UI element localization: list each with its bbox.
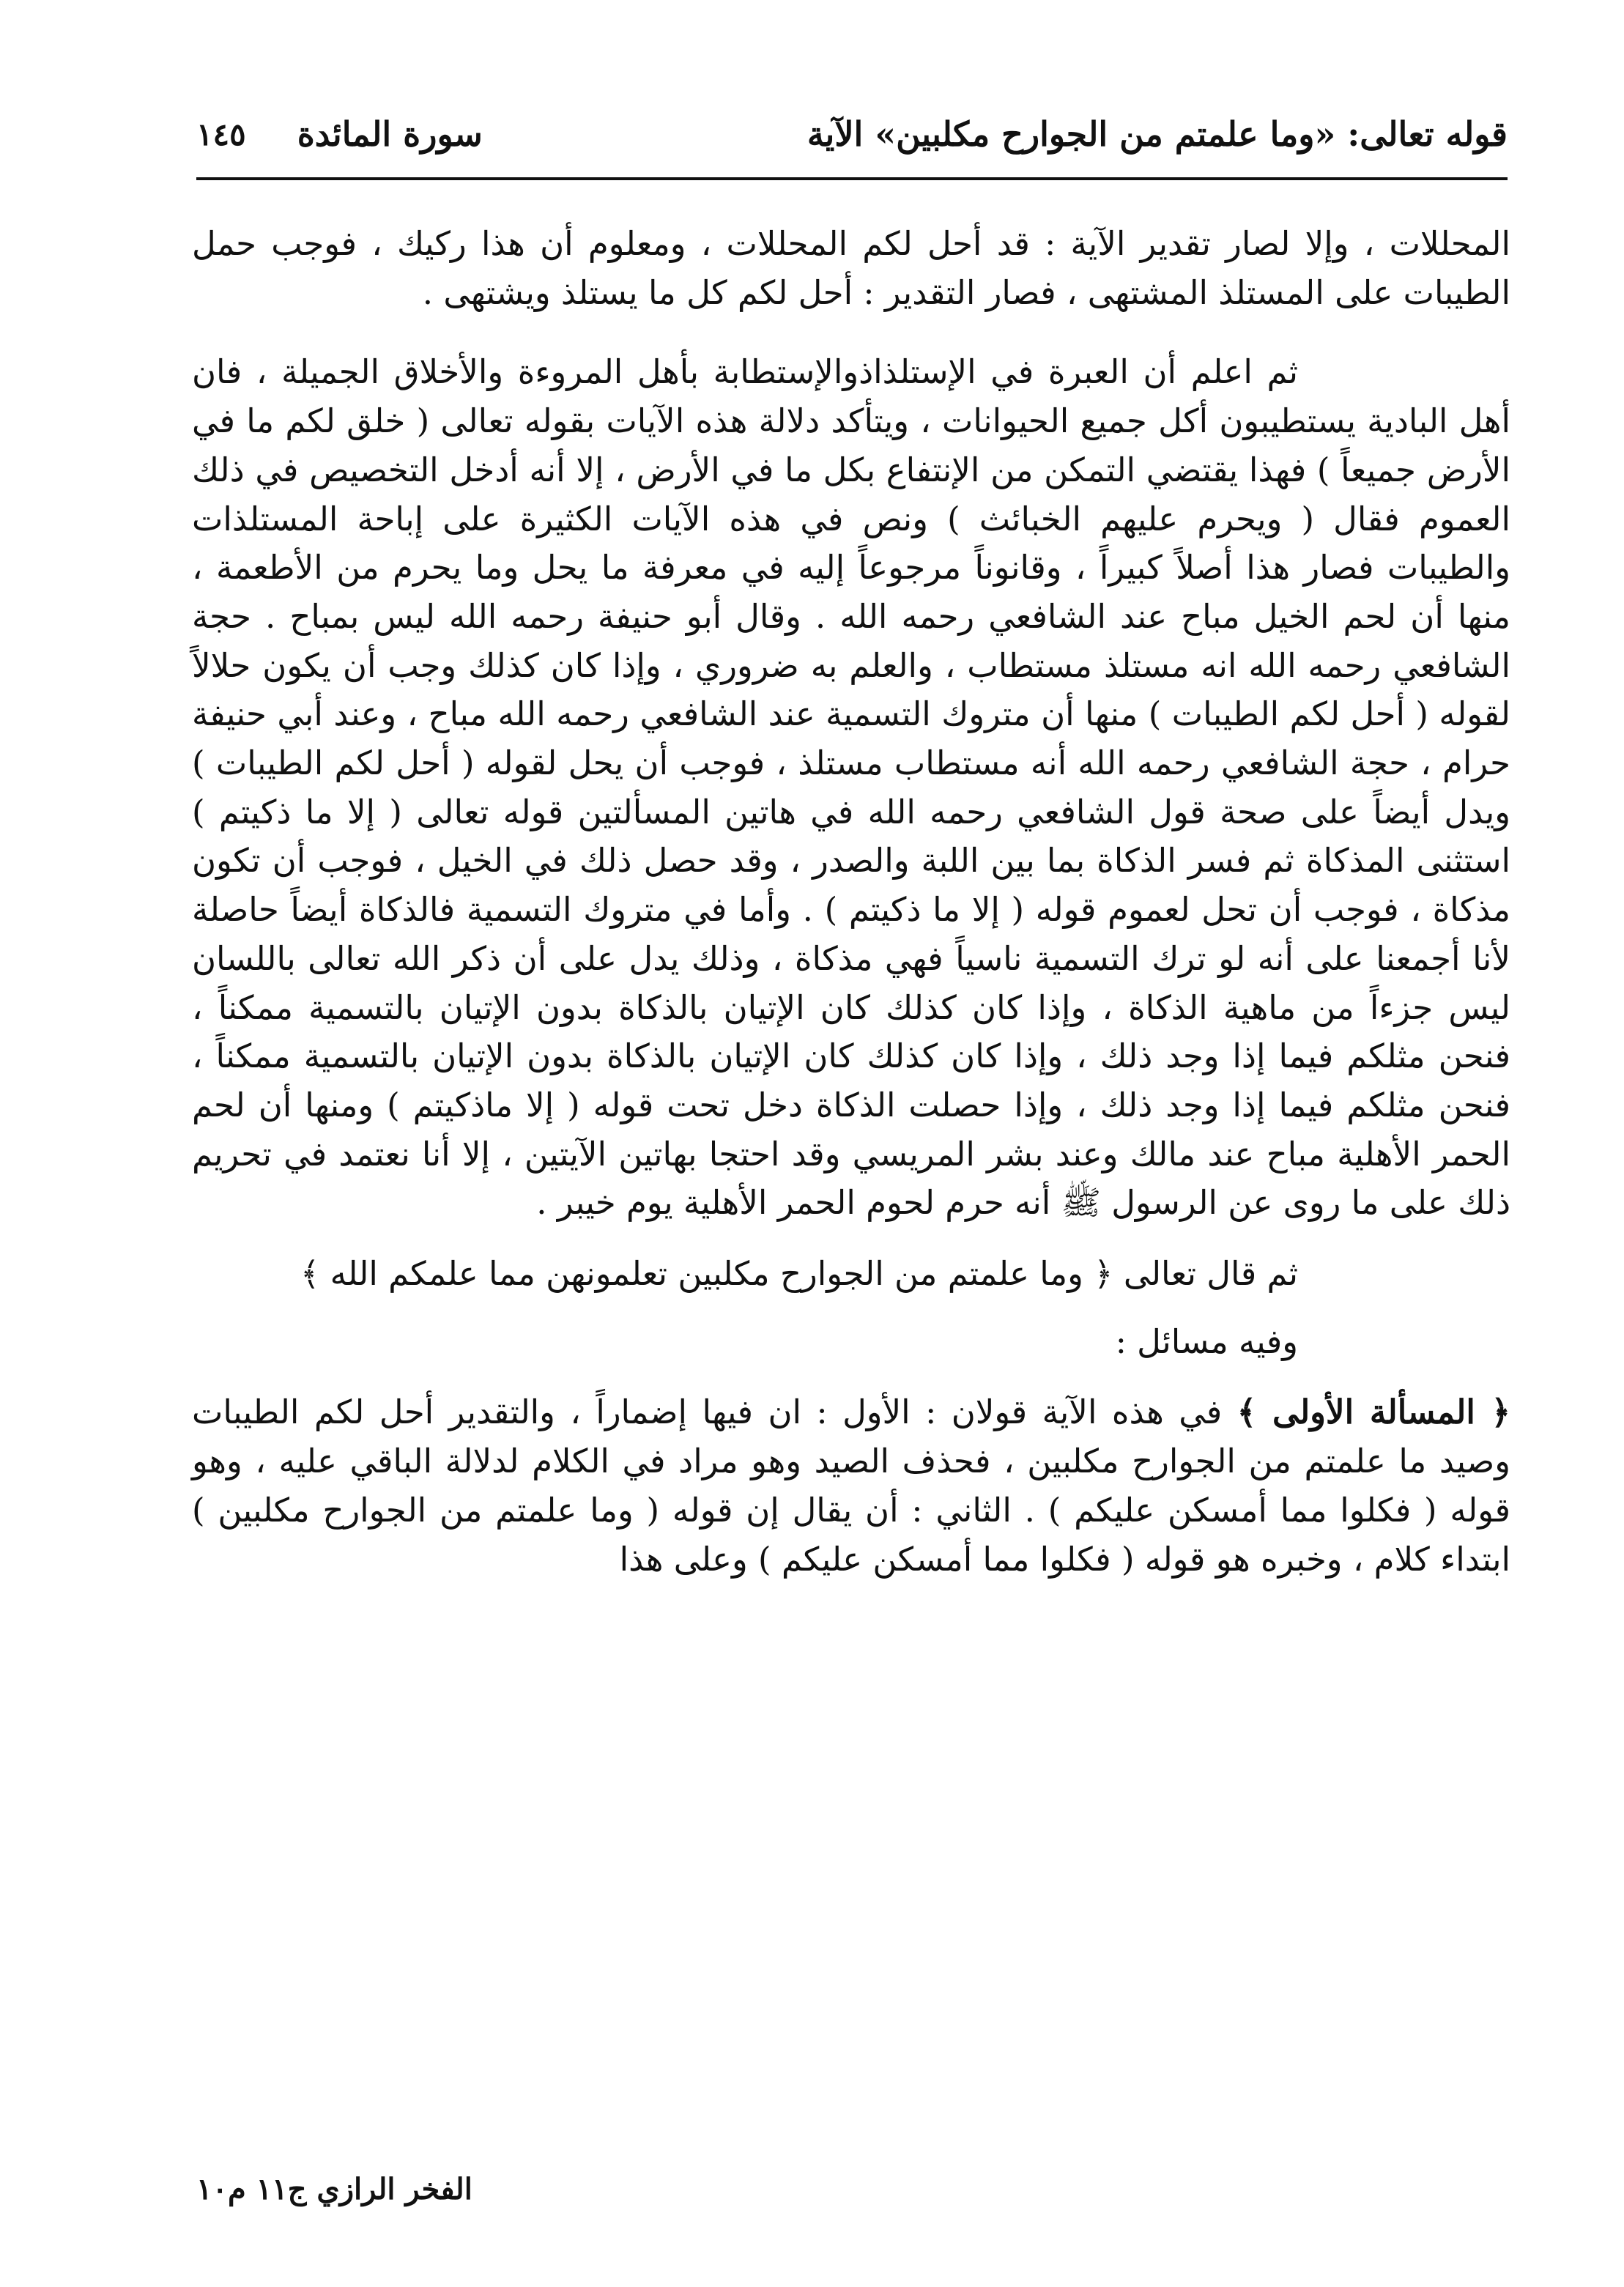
paragraph-1: المحللات ، وإلا لصار تقدير الآية : قد أحل لكم المحللات ، ومعلوم أن هذا ركيك ، فوجب حمل الطيبات على المستلذ المشتهى ، فصار التقدير : أحل لكم كل ما يستلذ ويشتهى . [192,224,1510,312]
issue-text: في هذه الآية قولان : الأول : ان فيها إضماراً ، والتقدير أحل لكم الطيبات وصيد ما علمتم من الجوارح مكلبين ، فحذف الصيد وهو مراد في الكلام لدلالة الباقي عليه ، وهو قوله ( فكلوا مما أمسكن عليكم ) . الثاني : أن يقال إن قوله ( وما علمتم من الجوارح مكلبين ) ابتداء كلام ، وخبره هو قوله ( فكلوا مما أمسكن عليكم ) وعلى هذا [192,1393,1510,1579]
paragraph-2: ثم اعلم أن العبرة في الإستلذاذوالإستطابة بأهل المروءة والأخلاق الجميلة ، فان أهل البادية يستطيبون أكل جميع الحيوانات ، ويتأكد دلالة هذه الآيات بقوله تعالى ( خلق لكم ما في الأرض جميعاً ) فهذا يقتضي التمكن من الإنتفاع بكل ما في الأرض ، إلا أنه أدخل التخصيص في ذلك العموم فقال ( ويحرم عليهم الخبائث ) ونص في هذه الآيات الكثيرة على إباحة المستلذات والطيبات فصار هذا أصلاً كبيراً ، وقانوناً مرجوعاً إليه في معرفة ما يحل وما يحرم من الأطعمة ، منها أن لحم الخيل مباح عند الشافعي رحمه الله . وقال أبو حنيفة رحمه الله ليس بمباح . حجة الشافعي رحمه الله انه مستلذ مستطاب ، والعلم به ضروري ، وإذا كان كذلك وجب أن يكون حلالاً لقوله ( أحل لكم الطيبات ) منها أن متروك التسمية عند الشافعي رحمه الله مباح ، وعند أبي حنيفة حرام ، حجة الشافعي رحمه الله أنه مستطاب مستلذ ، فوجب أن يحل لقوله ( أحل لكم الطيبات ) ويدل أيضاً على صحة قول الشافعي رحمه الله في هاتين المسألتين قوله تعالى ( إلا ما ذكيتم ) استثنى المذكاة ثم فسر الذكاة بما بين اللبة والصدر ، وقد حصل ذلك في الخيل ، فوجب أن تكون مذكاة ، فوجب أن تحل لعموم قوله ( إلا ما ذكيتم ) . وأما في متروك التسمية فالذكاة أيضاً حاصلة لأنا أجمعنا على أنه لو ترك التسمية ناسياً فهي مذكاة ، وذلك يدل على أن ذكر الله تعالى باللسان ليس جزءاً من ماهية الذكاة ، وإذا كان كذلك كان الإتيان بالذكاة بدون الإتيان بالتسمية ممكناً ، فنحن مثلكم فيما إذا وجد ذلك ، وإذا كان كذلك كان الإتيان بالذكاة بدون الإتيان بالتسمية ممكناً ، فنحن مثلكم فيما إذا وجد ذلك ، وإذا حصلت الذكاة دخل تحت قوله ( إلا ماذكيتم ) ومنها أن لحم الحمر الأهلية مباح عند مالك وعند بشر المريسي وقد احتجا بهاتين الآيتين ، إلا أنا نعتمد في تحريم ذلك على ما روى عن الرسول ﷺ أنه حرم لحوم الحمر الأهلية يوم خيبر . [192,352,1510,1223]
surah-name: سورة المائدة [297,114,483,154]
footer-signature: الفخر الرازي ج١١ م١٠ [196,2172,472,2206]
running-title: قوله تعالى: «وما علمتم من الجوارح مكلبين» الآية [807,114,1508,154]
first-issue [192,1388,1510,1584]
page-number: ١٤٥ [196,116,246,152]
issues-intro: وفيه مسائل : [1115,1322,1298,1361]
page-body [192,220,1510,1584]
verse-quote: ثم قال تعالى ﴿ وما علمتم من الجوارح مكلبين تعلمونهن مما علمكم الله ﴾ [300,1254,1298,1294]
header-meta [196,114,483,154]
page-header [196,94,1508,174]
header-rule [196,177,1508,180]
issue-heading: ﴿ المسألة الأولى ﴾ [1236,1393,1510,1432]
